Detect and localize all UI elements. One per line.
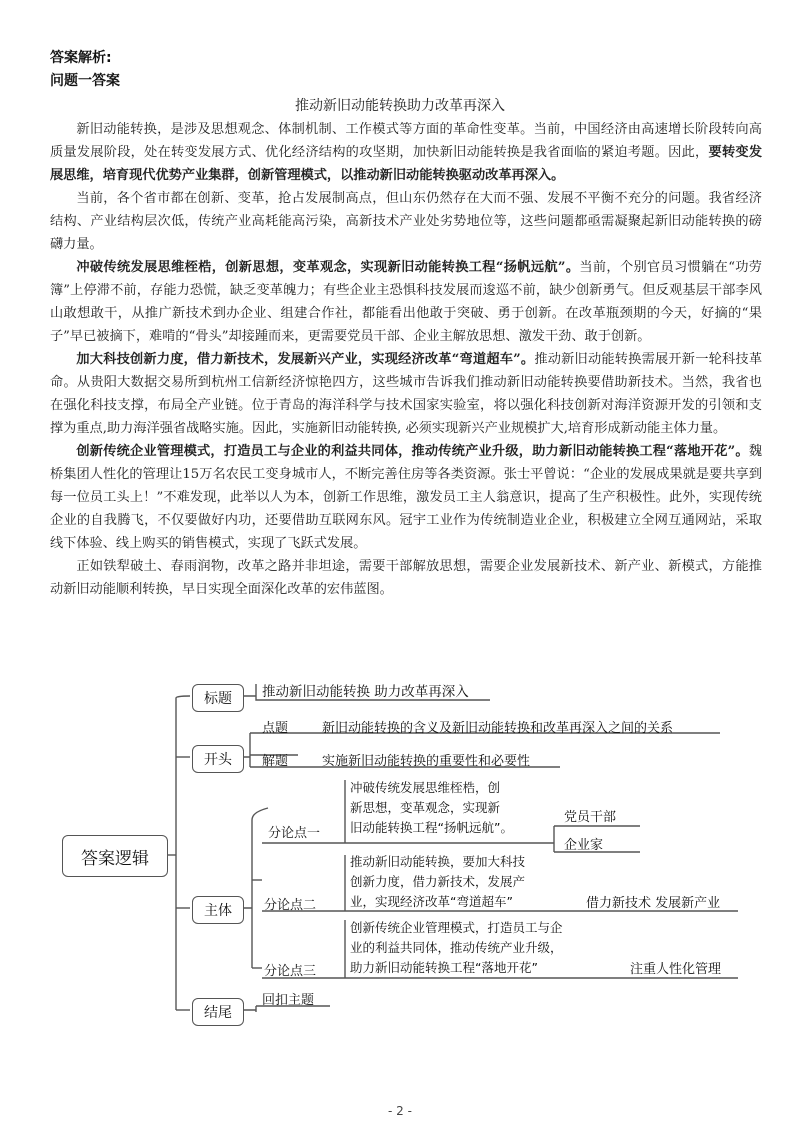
point-3-text: [350, 918, 563, 978]
page-number: - 2 -: [388, 1104, 412, 1118]
opening-key-1: 点题: [262, 721, 289, 736]
node-body: 主体: [192, 896, 244, 924]
essay-title: 推动新旧动能转换助力改革再深入: [295, 98, 505, 114]
p5-point: 创新传统企业管理模式，打造员工与企业的利益共同体，推动传统产业升级，助力新旧动能转换工程“落地开花”。: [76, 444, 749, 459]
title-value: 推动新旧动能转换 助力改革再深入: [262, 684, 469, 700]
node-opening: 开头: [192, 745, 244, 773]
point-3-line-2: 业的利益共同体，推动传统产业升级，: [350, 940, 563, 955]
opening-value-2: 实施新旧动能转换的重要性和必要性: [322, 754, 531, 769]
point-2-tag: 借力新技术 发展新产业: [586, 896, 721, 911]
ending-value: 回扣主题: [262, 993, 315, 1008]
point-1-line-1: 冲破传统发展思维桎梏，创: [350, 780, 501, 795]
opening-value-1: 新旧动能转换的含义及新旧动能转换和改革再深入之间的关系: [322, 721, 674, 736]
p3-point: 冲破传统发展思维桎梏，创新思想，变革观念，实现新旧动能转换工程“扬帆远航”。: [76, 260, 580, 275]
p5-text: 魏桥集团人性化的管理让15万名农民工变身城市人，不断完善住房等各类资源。张士平曾说：“企业的发展成果就是要共享到每一位员工头上！”不难发现，此举以人为本，创新工作思维，激发员工主人翁意识，提高了生产积极性。此外，实现传统企业的自我腾飞，不仅要做好内功，还要借助互联网东风。冠宇工业作为传统制造业企业，积极建立全网互通网站，采取线下体验、线上购买的销售模式，实现了飞跃式发展。: [50, 444, 762, 551]
point-3-label: 分论点三: [264, 964, 317, 979]
p4-text: 推动新旧动能转换需展开新一轮科技革命。从贵阳大数据交易所到杭州工信新经济惊艳四方，这些城市告诉我们推动新旧动能转换要借助新技术。当然，我省也在强化科技支撑，布局全产业链。位于青岛的海洋科学与技术国家实验室，将以强化科技创新对海洋资源开发的引领和支撑为重点,助力海洋强省战略实施。因此，实施新旧动能转换, 必须实现新兴产业规模扩大,培育形成新动能主体力量。: [50, 352, 763, 436]
question-one-heading: 问题一答案: [50, 73, 120, 89]
p1-text: 新旧动能转换，是涉及思想观念、体制机制、工作模式等方面的革命性变革。当前，中国经济由高速增长阶段转向高质量发展阶段，处在转变发展方式、优化经济结构的攻坚期，加快新旧动能转换是我省面临的紧迫考题。因此，: [50, 122, 762, 160]
point-1-label: 分论点一: [268, 826, 321, 841]
p4-point: 加大科技创新力度，借力新技术，发展新兴产业，实现经济改革“弯道超车”。: [76, 352, 535, 367]
answer-analysis-heading: 答案解析:: [50, 50, 112, 66]
point-1-leaf-b: 企业家: [564, 838, 604, 853]
node-title: 标题: [192, 684, 244, 712]
point-2-line-3: 业，实现经济改革“弯道超车”: [350, 894, 513, 909]
point-2-line-2: 创新力度，借力新技术，发展产: [350, 874, 526, 889]
p3-text: 当前，个别官员习惯躺在“功劳簿”上停滞不前，存能力恐慌，缺乏变革魄力；有些企业主恐惧科技发展而逡巡不前，缺少创新勇气。但反观基层干部李风山敢想敢干，从推广新技术到办企业、组建合作社，都能看出他敢于突破、勇于创新。在改革瓶颈期的今天，好摘的“果子”早已被摘下，难啃的“骨头”却接踵而来，更需要党员干部、企业主解放思想、激发干劲、敢于创新。: [50, 260, 762, 344]
paragraph-2: 当前，各个省市都在创新、变革，抢占发展制高点，但山东仍然存在大而不强、发展不平衡不充分的问题。我省经济结构、产业结构层次低，传统产业高耗能高污染，高新技术产业处劣势地位等，这些问题都亟需凝聚起新旧动能转换的磅礴力量。: [50, 191, 762, 252]
point-1-text: [350, 778, 513, 838]
point-3-tag: 注重人性化管理: [630, 962, 722, 977]
point-2-line-1: 推动新旧动能转换，要加大科技: [350, 854, 526, 869]
point-3-line-1: 创新传统企业管理模式，打造员工与企: [350, 920, 563, 935]
node-ending: 结尾: [192, 998, 244, 1026]
p1-thesis: 要转变发展思维，培育现代优势产业集群，创新管理模式，以推动新旧动能转换驱动改革再深入。: [50, 145, 763, 183]
point-3-line-3: 助力新旧动能转换工程“落地开花”: [350, 960, 538, 975]
point-1-line-3: 旧动能转换工程“扬帆远航”。: [350, 820, 513, 835]
point-1-line-2: 新思想，变革观念，实现新: [350, 800, 501, 815]
point-1-leaf-a: 党员干部: [564, 810, 617, 825]
paragraph-6: 正如铁犁破土、春雨润物，改革之路并非坦途，需要干部解放思想，需要企业发展新技术、新产业、新模式，方能推动新旧动能顺利转换，早日实现全面深化改革的宏伟蓝图。: [50, 559, 762, 597]
point-2-label: 分论点二: [264, 898, 317, 913]
opening-key-2: 解题: [262, 754, 289, 769]
point-2-text: [350, 852, 525, 912]
mindmap-root: 答案逻辑: [62, 835, 168, 877]
